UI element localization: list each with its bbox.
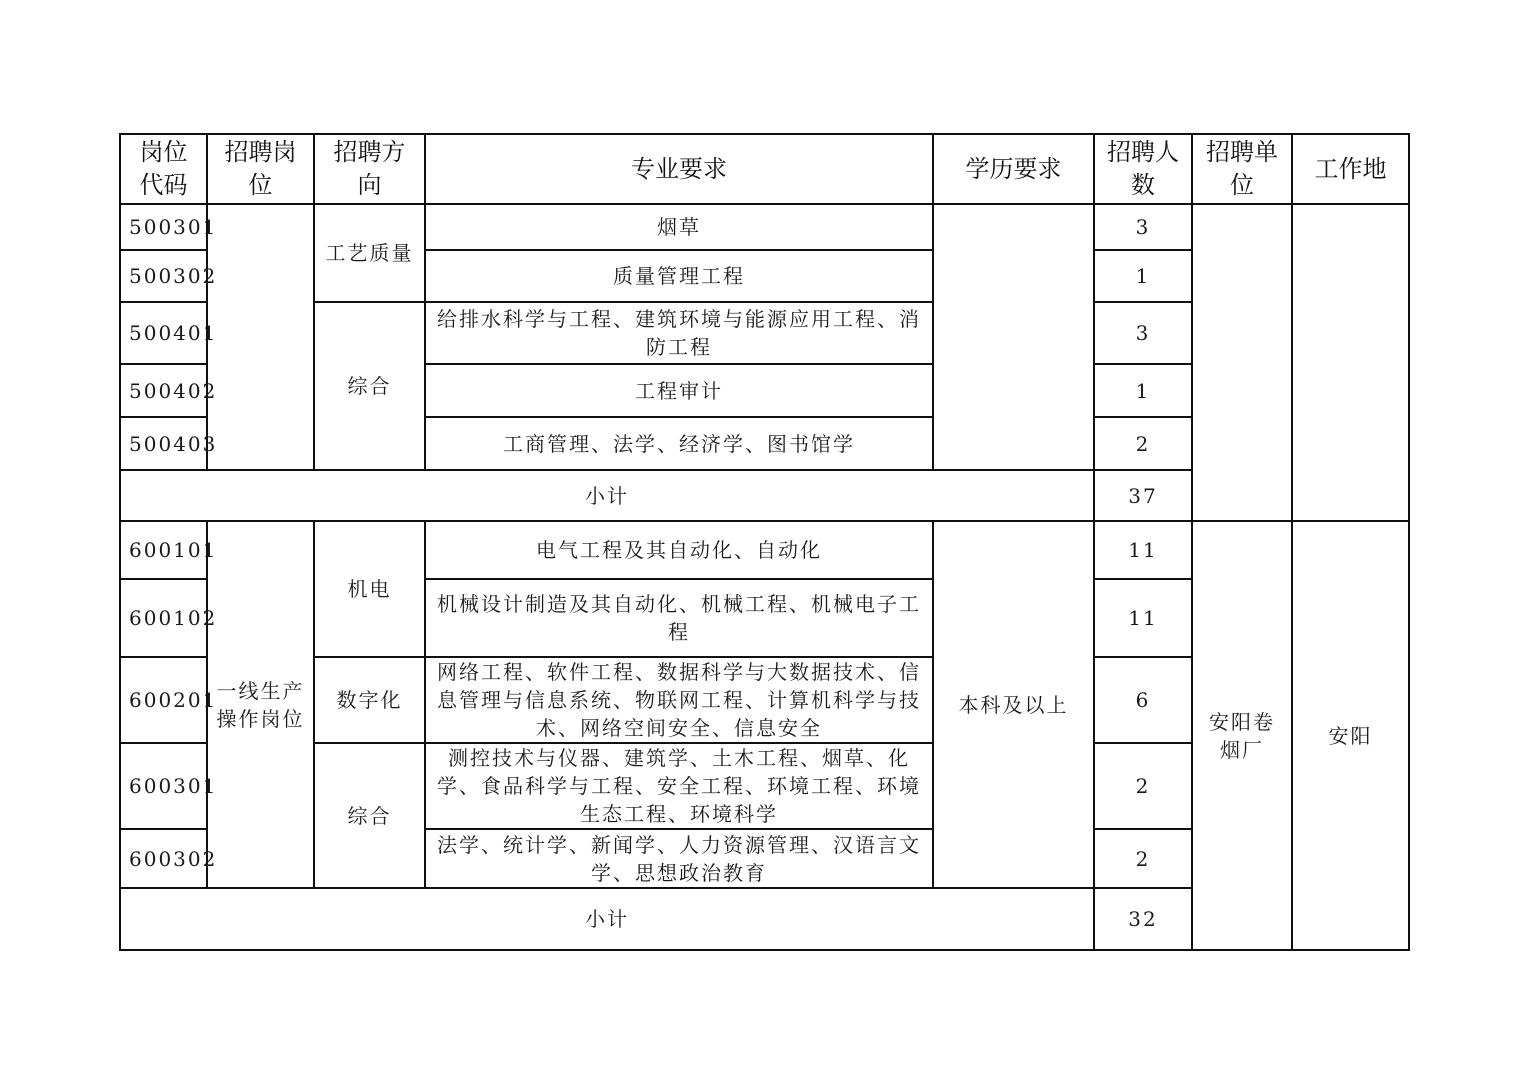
position-cell-empty bbox=[207, 204, 314, 470]
job-code: 500402 bbox=[120, 364, 207, 417]
unit-cell-empty bbox=[1192, 204, 1292, 521]
job-code: 500403 bbox=[120, 417, 207, 470]
major-requirement: 烟草 bbox=[425, 204, 933, 250]
major-requirement: 工商管理、法学、经济学、图书馆学 bbox=[425, 417, 933, 470]
header-code: 岗位代码 bbox=[120, 134, 207, 204]
hire-count: 1 bbox=[1094, 250, 1192, 302]
header-direction: 招聘方向 bbox=[314, 134, 425, 204]
header-row bbox=[120, 134, 1409, 204]
table-row bbox=[120, 521, 1409, 579]
location-cell: 安阳 bbox=[1292, 521, 1409, 950]
hire-count: 1 bbox=[1094, 364, 1192, 417]
job-code: 600101 bbox=[120, 521, 207, 579]
job-code: 500302 bbox=[120, 250, 207, 302]
hire-count: 3 bbox=[1094, 204, 1192, 250]
hire-count: 2 bbox=[1094, 829, 1192, 888]
unit-cell: 安阳卷烟厂 bbox=[1192, 521, 1292, 950]
job-code: 600301 bbox=[120, 743, 207, 829]
hire-count: 11 bbox=[1094, 579, 1192, 657]
job-code: 600302 bbox=[120, 829, 207, 888]
header-unit: 招聘单位 bbox=[1192, 134, 1292, 204]
education-cell-empty bbox=[933, 204, 1094, 470]
direction-cell: 综合 bbox=[314, 302, 425, 470]
hire-count: 11 bbox=[1094, 521, 1192, 579]
table-row bbox=[120, 204, 1409, 250]
subtotal-count: 32 bbox=[1094, 888, 1192, 950]
job-code: 500401 bbox=[120, 302, 207, 364]
job-code: 500301 bbox=[120, 204, 207, 250]
hire-count: 2 bbox=[1094, 743, 1192, 829]
job-code: 600102 bbox=[120, 579, 207, 657]
hire-count: 3 bbox=[1094, 302, 1192, 364]
recruitment-table bbox=[119, 133, 1410, 951]
direction-cell: 数字化 bbox=[314, 657, 425, 743]
direction-cell: 工艺质量 bbox=[314, 204, 425, 302]
major-requirement: 电气工程及其自动化、自动化 bbox=[425, 521, 933, 579]
header-major: 专业要求 bbox=[425, 134, 933, 204]
header-location: 工作地 bbox=[1292, 134, 1409, 204]
position-cell: 一线生产操作岗位 bbox=[207, 521, 314, 888]
subtotal-label: 小计 bbox=[120, 470, 1094, 521]
major-requirement: 工程审计 bbox=[425, 364, 933, 417]
major-requirement: 网络工程、软件工程、数据科学与大数据技术、信息管理与信息系统、物联网工程、计算机科学与技术、网络空间安全、信息安全 bbox=[425, 657, 933, 743]
header-position: 招聘岗位 bbox=[207, 134, 314, 204]
hire-count: 6 bbox=[1094, 657, 1192, 743]
major-requirement: 机械设计制造及其自动化、机械工程、机械电子工程 bbox=[425, 579, 933, 657]
subtotal-count: 37 bbox=[1094, 470, 1192, 521]
direction-cell: 机电 bbox=[314, 521, 425, 657]
major-requirement: 法学、统计学、新闻学、人力资源管理、汉语言文学、思想政治教育 bbox=[425, 829, 933, 888]
major-requirement: 给排水科学与工程、建筑环境与能源应用工程、消防工程 bbox=[425, 302, 933, 364]
header-education: 学历要求 bbox=[933, 134, 1094, 204]
education-cell: 本科及以上 bbox=[933, 521, 1094, 888]
hire-count: 2 bbox=[1094, 417, 1192, 470]
subtotal-label: 小计 bbox=[120, 888, 1094, 950]
direction-cell: 综合 bbox=[314, 743, 425, 888]
location-cell-empty bbox=[1292, 204, 1409, 521]
job-code: 600201 bbox=[120, 657, 207, 743]
major-requirement: 测控技术与仪器、建筑学、土木工程、烟草、化学、食品科学与工程、安全工程、环境工程、环境生态工程、环境科学 bbox=[425, 743, 933, 829]
header-count: 招聘人数 bbox=[1094, 134, 1192, 204]
major-requirement: 质量管理工程 bbox=[425, 250, 933, 302]
